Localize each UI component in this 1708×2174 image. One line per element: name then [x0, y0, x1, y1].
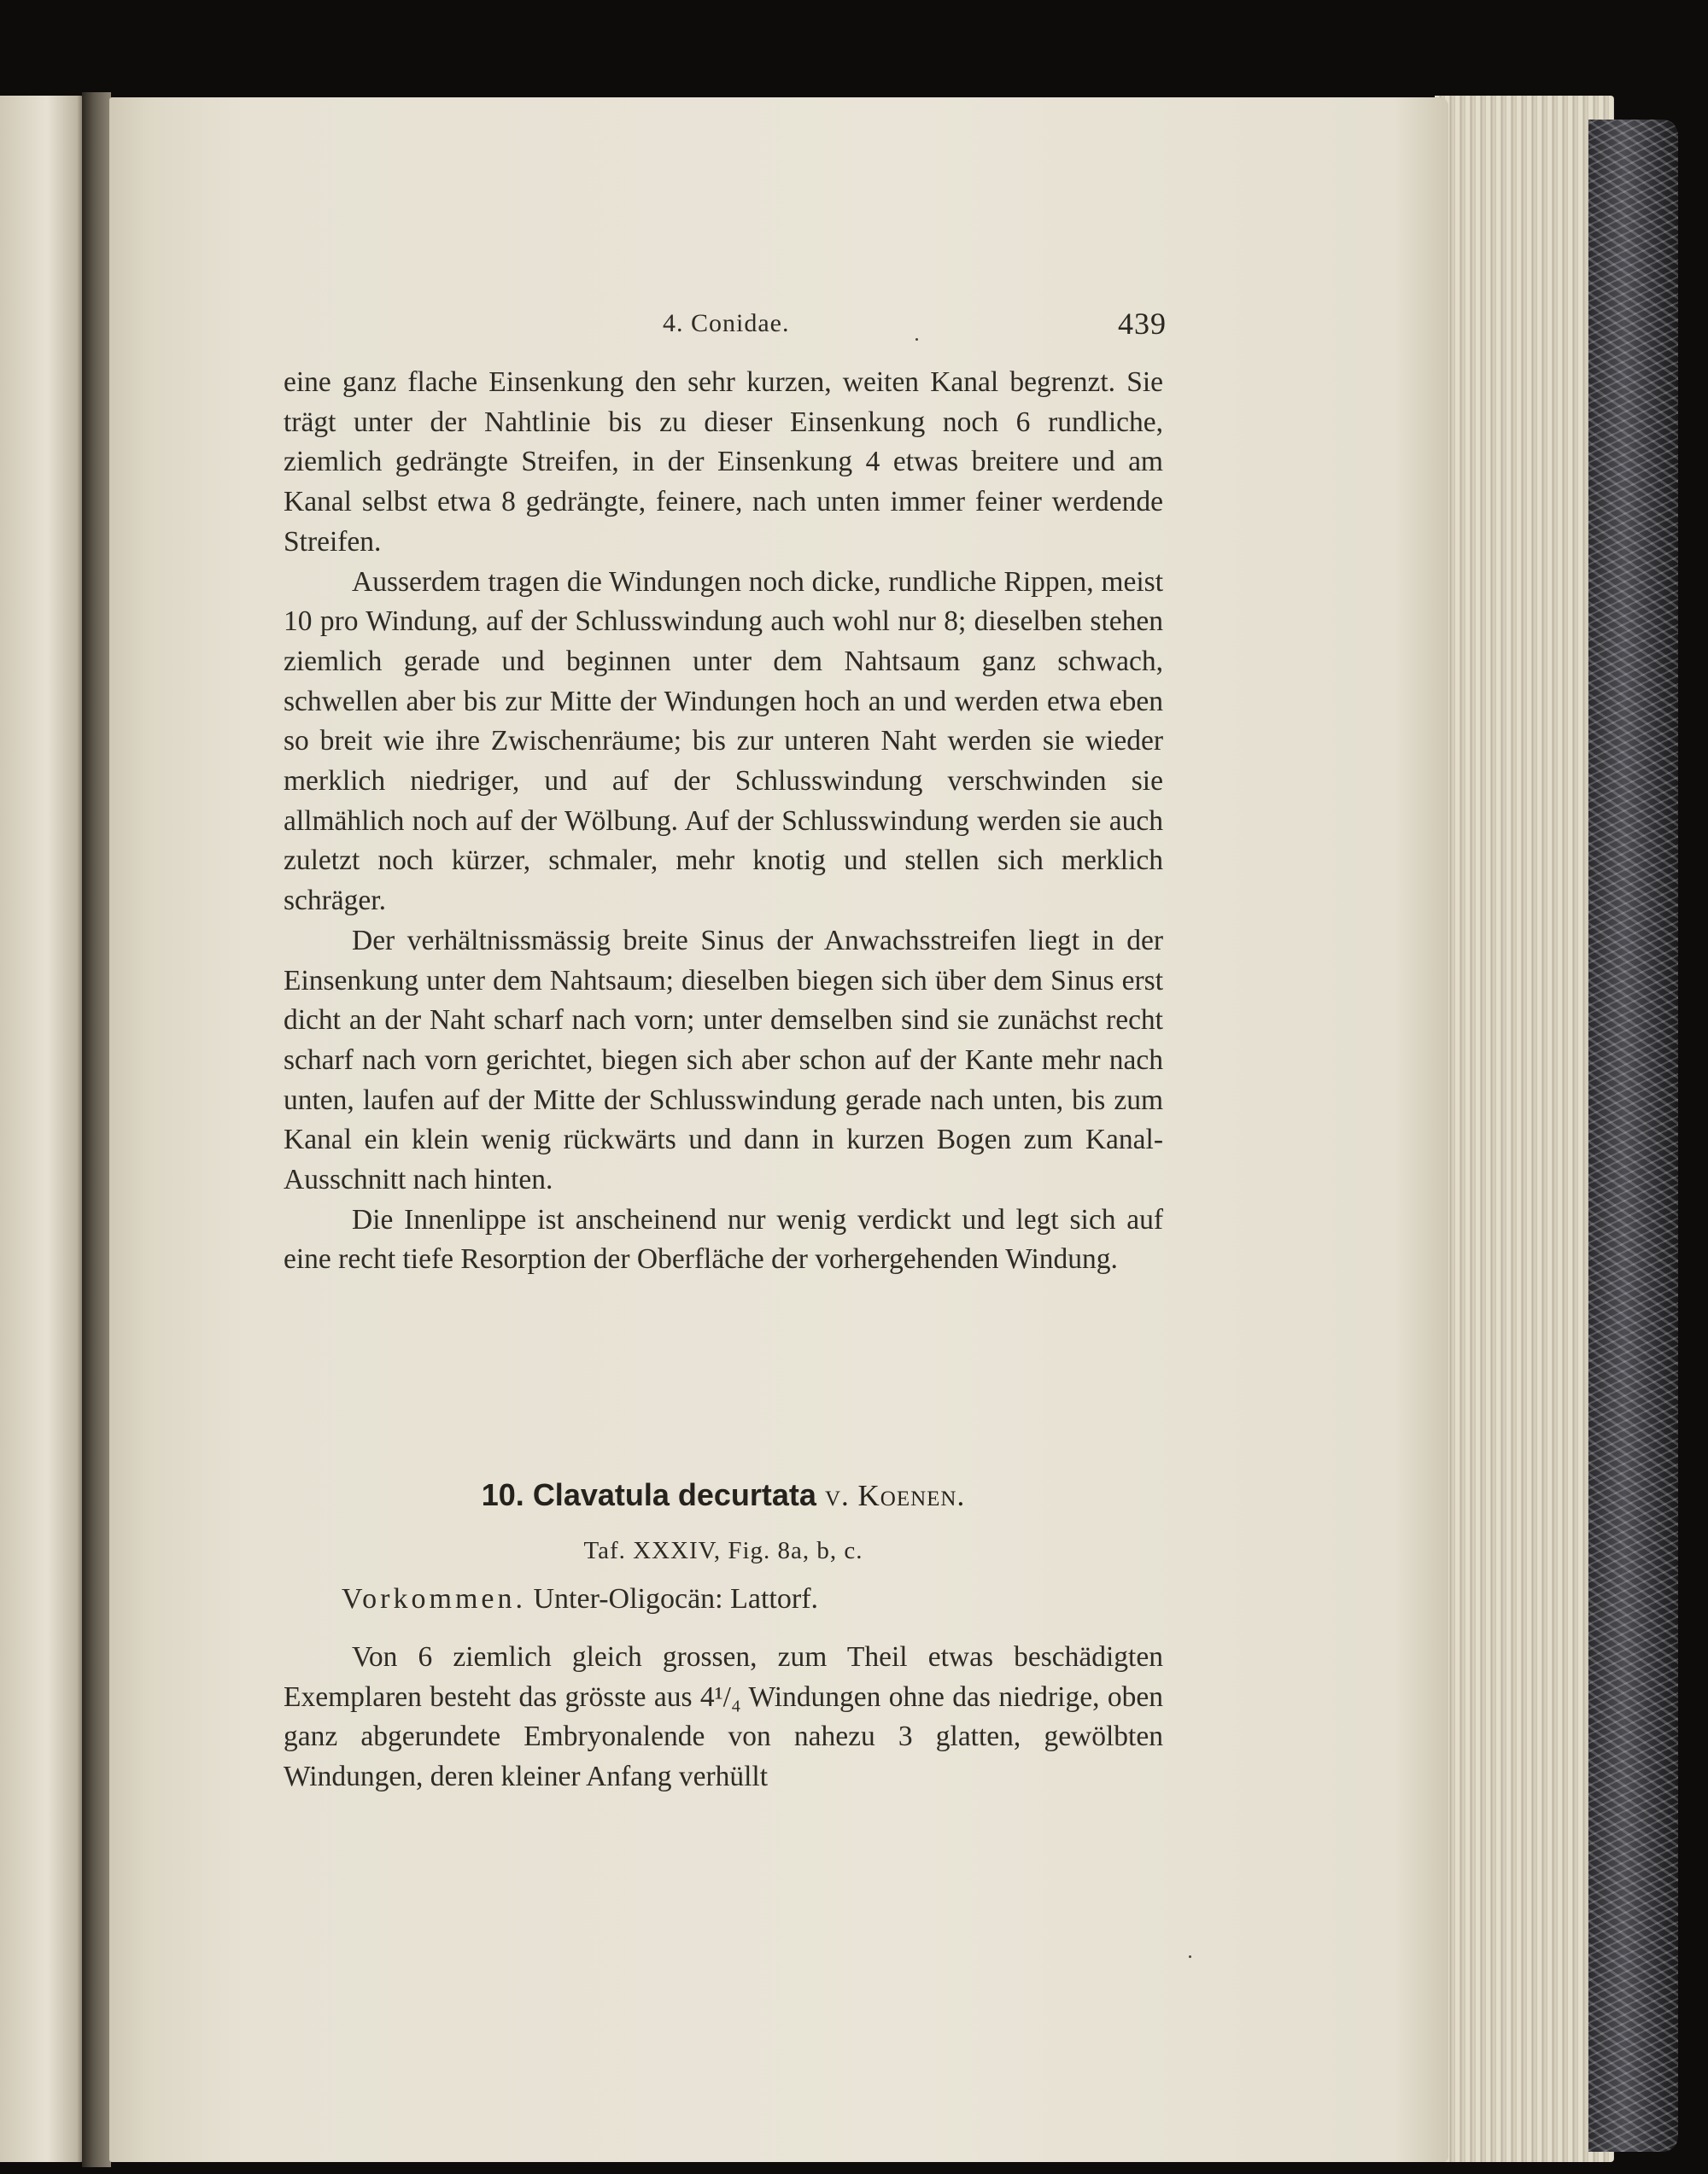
page-number: 439 [1118, 307, 1167, 341]
page-edges [1435, 96, 1614, 2162]
paragraph: Von 6 ziemlich gleich grossen, zum Theil etwas beschädigten Exemplaren besteht das grösste aus 4¹/₄ Windungen ohne das niedrige, oben ganz abgerundete Embryonalende von nahezu 3 glatten, gewölbten Windungen, deren kleiner Anfang verhüllt [284, 1641, 1163, 1793]
left-page-edge [0, 96, 85, 2162]
body-text [284, 363, 1163, 1280]
page-header [287, 306, 1167, 348]
occurrence-label: Vorkommen. [342, 1583, 526, 1615]
paper-speck [1189, 1955, 1191, 1958]
book-gutter [82, 92, 111, 2167]
plate-reference: Taf. XXXIV, Fig. 8a, b, c. [583, 1537, 863, 1564]
marbled-cover [1588, 120, 1678, 2152]
species-name: Clavatula decurtata [532, 1477, 816, 1512]
paragraph: Der verhältnissmässig breite Sinus der Anwachsstreifen liegt in der Einsenkung unter dem Nahtsaum; dieselben biegen sich über dem Sinus erst dicht an der Naht scharf nach vorn; unter demselben sind sie zunächst recht scharf nach vorn gerichtet, biegen sich aber schon auf der Kante mehr nach unten, laufen auf der Mitte der Schlusswindung gerade nach unten, bis zum Kanal ein klein wenig rückwärts und dann in kurzen Bogen zum Kanal-Ausschnitt nach hinten. [284, 924, 1163, 1196]
species-description [284, 1638, 1163, 1797]
paragraph: Ausserdem tragen die Windungen noch dicke, rundliche Rippen, meist 10 pro Windung, auf der Schlusswindung auch wohl nur 8; dieselben stehen ziemlich gerade und beginnen unter dem Nahtsaum ganz schwach, schwellen aber bis zur Mitte der Windungen hoch an und werden etwa eben so breit wie ihre Zwischenräume; bis zur unteren Naht werden sie wieder merklich niedriger, und auf der Schlusswindung verschwinden sie allmählich noch auf der Wölbung. Auf der Schlusswindung werden sie auch zuletzt noch kürzer, schmaler, mehr knotig und stellen sich merklich schräger. [284, 565, 1163, 917]
species-heading [284, 1477, 1163, 1513]
paper-speck [915, 338, 918, 341]
paragraph: Die Innenlippe ist anscheinend nur wenig verdickt und legt sich auf eine recht tiefe Resorption der Oberfläche der vorhergehenden Windung. [284, 1203, 1163, 1276]
species-number: 10. [481, 1477, 524, 1512]
species-author: v. Koenen. [824, 1479, 966, 1512]
occurrence-value: Unter-Oligocän: Lattorf. [533, 1583, 819, 1615]
paragraph-continued: eine ganz flache Einsenkung den sehr kurzen, weiten Kanal begrenzt. Sie trägt unter der Nahtlinie bis zu dieser Einsenkung noch 6 rundliche, ziemlich gedrängte Streifen, in der Einsenkung 4 etwas breitere und am Kanal selbst etwa 8 gedrängte, feinere, nach unten immer feiner werdende Streifen. [284, 366, 1163, 558]
running-head: 4. Conidae. [663, 309, 790, 337]
occurrence-line [342, 1583, 1110, 1616]
